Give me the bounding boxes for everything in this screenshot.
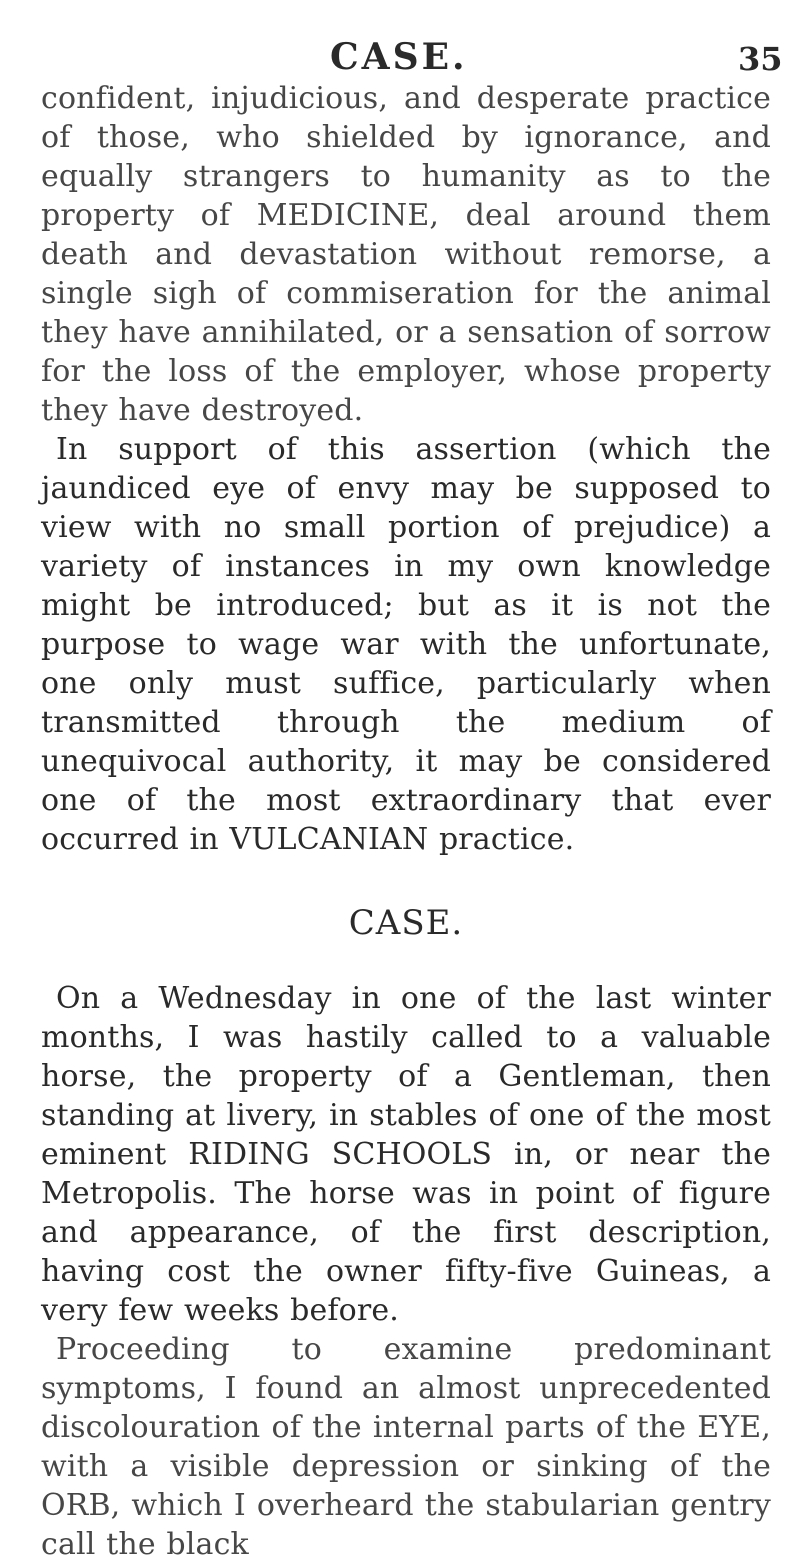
paragraph-symptoms: Proceeding to examine predominant symptoms, I found an almost unprecedented discolouration of the internal parts of the EYE, with a visible depression or sinking of the ORB, which I overheard the stabularian gentry call the black [41,1332,771,1562]
running-head [0,36,800,78]
section-title-case: CASE. [348,903,464,943]
paragraph-case: On a Wednesday in one of the last winter months, I was hastily called to a valuable horse, the property of a Gentleman, then standing at livery, in stables of one of the most eminent RIDING SCHOOLS in, or near the Metropolis. The horse was in point of figure and appearance, of the first description, having cost the owner fifty-five Guineas, a very few weeks before. [41,981,771,1328]
paragraph-assertion: In support of this assertion (which the jaundiced eye of envy may be supposed to view with no small portion of prejudice) a variety of instances in my own knowledge might be introduced; but as it is not the purpose to wage war with the unfortunate, one only must suffice, particularly when transmitted through the medium of unequivocal authority, it may be considered one of the most extraordinary that ever occurred in VULCANIAN practice. [41,432,771,857]
paragraph-continuation: confident, injudicious, and desperate practice of those, who shielded by ignorance, and equally strangers to humanity as to the property of MEDICINE, deal around them death and devastation without remorse, a single sigh of commiseration for the animal they have annihilated, or a sensation of sorrow for the loss of the employer, whose property they have destroyed. [41,81,771,428]
page-body [41,79,771,1564]
page-number: 35 [738,40,783,78]
running-title: CASE. [330,36,468,78]
